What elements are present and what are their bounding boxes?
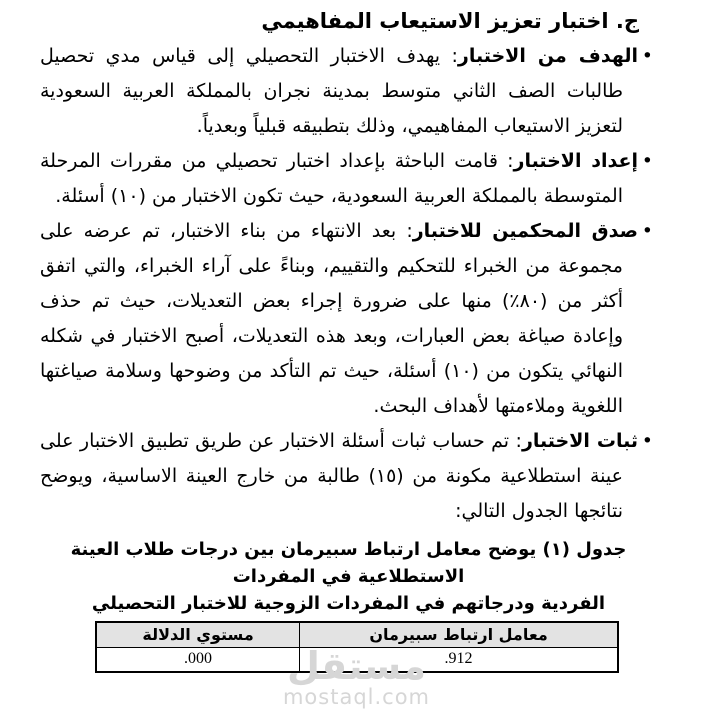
table-caption-line-1: جدول (١) يوضح معامل ارتباط سبيرمان بين درجات طلاب العينة الاستطلاعية في المفردات <box>70 539 627 587</box>
mostaql-domain-text: mostaql.com <box>282 685 431 709</box>
bullet-label-test-reliability: ثبات الاختبار <box>521 430 639 452</box>
bullet-item-test-goal <box>40 39 657 144</box>
bullet-label-referees-validity: صدق المحكمين للاختبار <box>412 220 638 242</box>
significance-level-value: .000 <box>96 647 300 672</box>
bullet-text-test-goal: : يهدف الاختبار التحصيلي إلى قياس مدي تحصيل طالبات الصف الثاني متوسط بمدينة نجران بالمملكة العربية السعودية لتعزيز الاستيعاب المفاهيمي، وذلك بتطبيقه قبلياً وبعدياً. <box>40 45 623 137</box>
bullet-item-referees-validity <box>40 214 657 424</box>
table-caption <box>40 536 657 617</box>
bullet-text-test-reliability: : تم حساب ثبات أسئلة الاختبار عن طريق تطبيق الاختبار على عينة استطلاعية مكونة من (١٥) طالبة من خارج العينة الاساسية، ويوضح نتائجها الجدول التالي: <box>40 430 623 522</box>
table-header-spearman-coefficient: معامل ارتباط سبيرمان <box>300 622 618 647</box>
bullet-text-referees-validity: : بعد الانتهاء من بناء الاختبار، تم عرضه على مجموعة من الخبراء للتحكيم والتقييم، وبناءً على آراء الخبراء، والتي اتفق أكثر من (٨٠٪) منها على ضرورة إجراء بعض التعديلات، حيث تم حذف وإعادة صياغة بعض العبارات، وبعد هذه التعديلات، أصبح الاختبار في شكله النهائي يتكون من (١٠) أسئلة، حيث تم التأكد من وضوحها وسلامة صياغتها اللغوية وملاءمتها لأهداف البحث. <box>40 220 623 417</box>
bullet-list <box>40 39 657 529</box>
bullet-item-test-reliability <box>40 424 657 529</box>
section-heading: ج. اختبار تعزيز الاستيعاب المفاهيمي <box>261 9 639 33</box>
spearman-correlation-table <box>95 621 619 673</box>
table-caption-line-2: الفردية ودرجاتهم في المفردات الزوجية للاختبار التحصيلي <box>91 593 606 614</box>
bullet-item-test-preparation <box>40 144 657 214</box>
bullet-label-test-preparation: إعداد الاختبار <box>513 150 638 172</box>
table-value-row <box>96 647 618 672</box>
bullet-label-test-goal: الهدف من الاختبار <box>457 45 639 67</box>
table-header-row <box>96 622 618 647</box>
spearman-coefficient-value: .912 <box>300 647 618 672</box>
table-header-significance-level: مستوي الدلالة <box>96 622 300 647</box>
mostaql-logo-text: مستقل <box>287 644 426 688</box>
bullet-text-test-preparation: : قامت الباحثة بإعداد اختبار تحصيلي من مقررات المرحلة المتوسطة بالمملكة العربية السعودية، حيث تكون الاختبار من (١٠) أسئلة. <box>40 150 623 207</box>
